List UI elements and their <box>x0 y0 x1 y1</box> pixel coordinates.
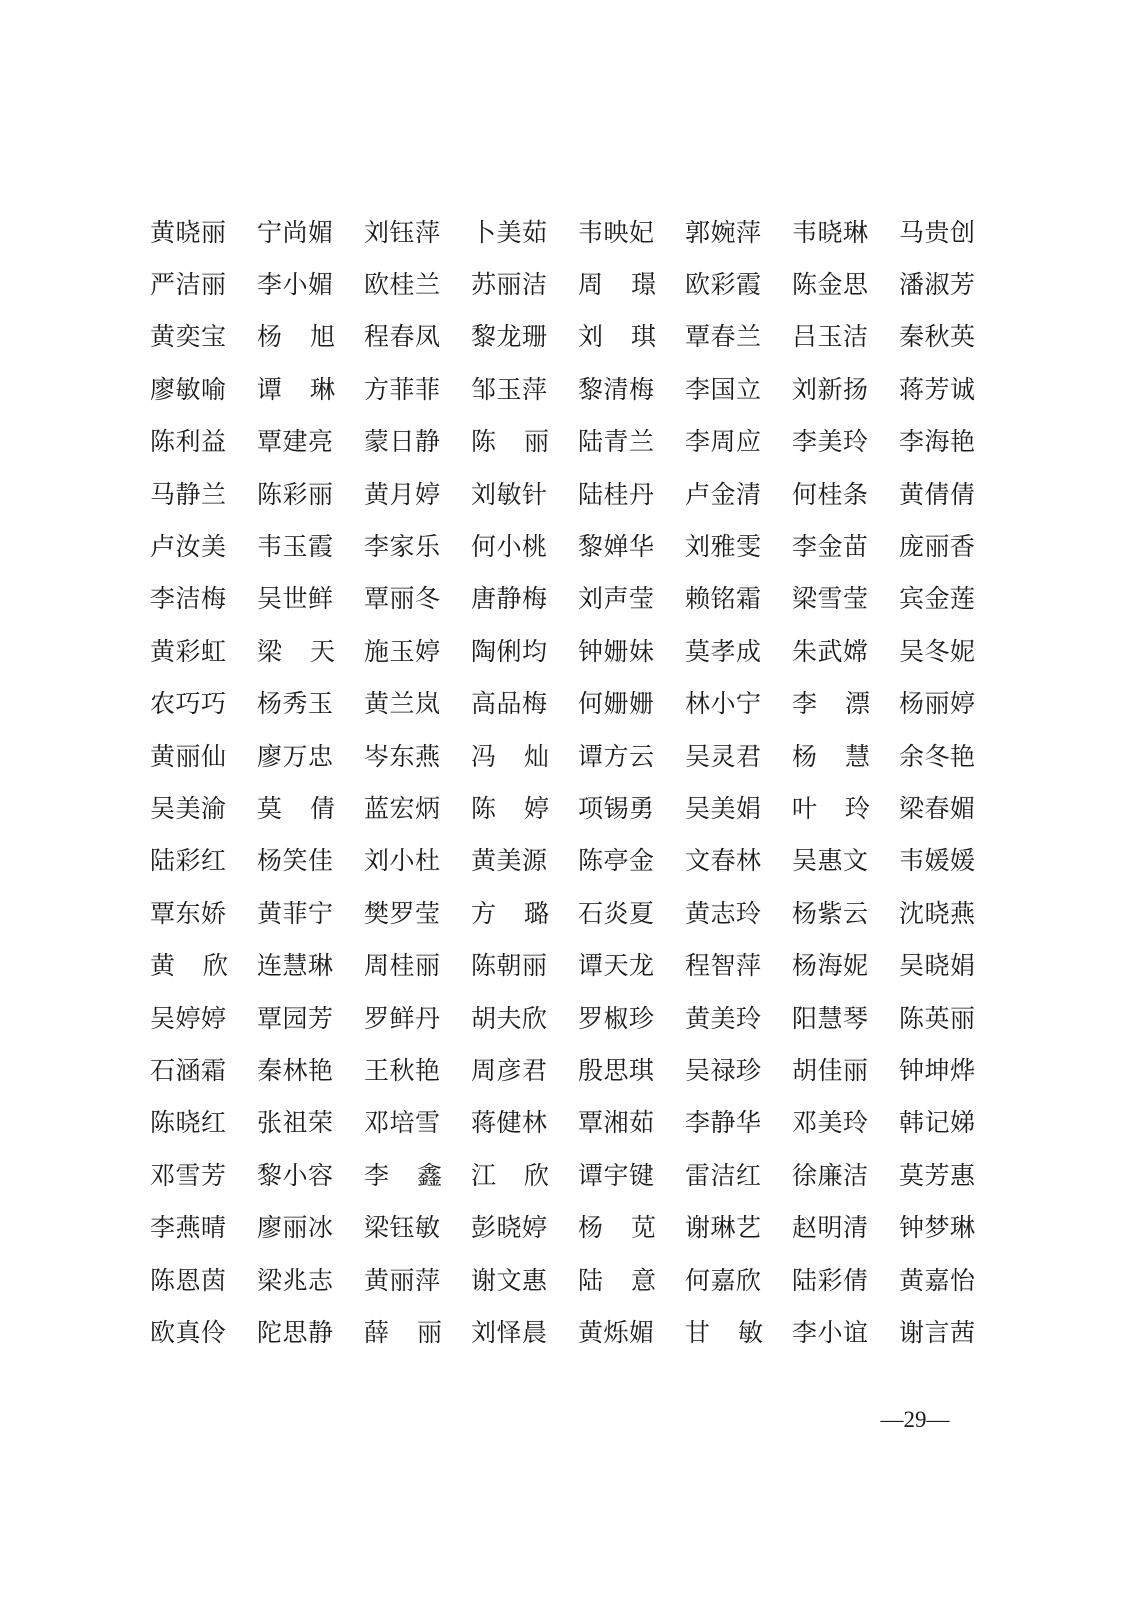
name-entry: 杨丽婷 <box>899 689 976 719</box>
name-entry: 余冬艳 <box>899 741 976 771</box>
name-entry: 马贵创 <box>899 217 976 247</box>
name-entry: 陈朝丽 <box>471 951 548 981</box>
name-entry: 杨紫云 <box>792 898 869 928</box>
name-entry: 沈晓燕 <box>899 898 976 928</box>
name-entry: 李 漂 <box>792 689 870 719</box>
name-entry: 赵明清 <box>792 1213 869 1243</box>
name-entry: 蒋芳诚 <box>899 374 976 404</box>
name-entry: 陆彩倩 <box>792 1265 869 1295</box>
name-entry: 何嘉欣 <box>685 1265 762 1295</box>
name-entry: 刘钰萍 <box>364 217 441 247</box>
name-entry: 宁尚媚 <box>257 217 334 247</box>
name-entry: 黄美玲 <box>685 1003 762 1033</box>
name-entry: 施玉婷 <box>364 636 441 666</box>
name-entry: 钟梦琳 <box>899 1213 976 1243</box>
name-entry: 黄倩倩 <box>899 479 976 509</box>
name-entry: 方菲菲 <box>364 374 441 404</box>
name-entry: 吴禄珍 <box>685 1055 762 1085</box>
name-entry: 刘 琪 <box>578 322 656 352</box>
name-entry: 谢文惠 <box>471 1265 548 1295</box>
name-entry: 廖敏喻 <box>150 374 227 404</box>
name-entry: 黄兰岚 <box>364 689 441 719</box>
name-entry: 邓美玲 <box>792 1108 869 1138</box>
name-entry: 刘怿晨 <box>471 1317 548 1347</box>
name-entry: 覃丽冬 <box>364 584 441 614</box>
name-entry: 蓝宏炳 <box>364 793 441 823</box>
name-entry: 张祖荣 <box>257 1108 334 1138</box>
name-entry: 项锡勇 <box>578 793 655 823</box>
name-entry: 莫芳惠 <box>899 1160 976 1190</box>
name-entry: 秦秋英 <box>899 322 976 352</box>
name-entry: 钟坤烨 <box>899 1055 976 1085</box>
name-entry: 黄丽萍 <box>364 1265 441 1295</box>
name-entry: 薛 丽 <box>364 1317 442 1347</box>
name-entry: 陆 意 <box>578 1265 656 1295</box>
name-entry: 邹玉萍 <box>471 374 548 404</box>
name-entry: 唐静梅 <box>471 584 548 614</box>
name-entry: 李洁梅 <box>150 584 227 614</box>
name-entry: 何桂条 <box>792 479 869 509</box>
name-entry: 吴冬妮 <box>899 636 976 666</box>
name-entry: 黎清梅 <box>578 374 655 404</box>
name-entry: 吕玉洁 <box>792 322 869 352</box>
name-entry: 韦媛媛 <box>899 846 976 876</box>
name-entry: 文春林 <box>685 846 762 876</box>
name-entry: 陈 婷 <box>471 793 549 823</box>
name-entry: 黎婵华 <box>578 532 655 562</box>
name-entry: 黄烁媚 <box>578 1317 655 1347</box>
name-entry: 蒙日静 <box>364 427 441 457</box>
name-entry: 杨海妮 <box>792 951 869 981</box>
name-entry: 邓培雪 <box>364 1108 441 1138</box>
name-entry: 冯 灿 <box>471 741 549 771</box>
name-entry: 周桂丽 <box>364 951 441 981</box>
name-entry: 覃园芳 <box>257 1003 334 1033</box>
name-entry: 卜美茹 <box>471 217 548 247</box>
name-entry: 李周应 <box>685 427 762 457</box>
name-entry: 陆青兰 <box>578 427 655 457</box>
name-entry: 陶俐均 <box>471 636 548 666</box>
name-entry: 陆彩红 <box>150 846 227 876</box>
name-entry: 何姗姗 <box>578 689 655 719</box>
name-entry: 宾金莲 <box>899 584 976 614</box>
name-entry: 邓雪芳 <box>150 1160 227 1190</box>
name-entry: 江 欣 <box>471 1160 549 1190</box>
name-entry: 莫 倩 <box>257 793 335 823</box>
name-entry: 陈恩茵 <box>150 1265 227 1295</box>
name-entry: 甘 敏 <box>685 1317 763 1347</box>
name-entry: 程春凤 <box>364 322 441 352</box>
page-number: —29— <box>880 1407 950 1432</box>
name-entry: 吴惠文 <box>792 846 869 876</box>
name-entry: 李 鑫 <box>364 1160 442 1190</box>
name-entry: 黎小容 <box>257 1160 334 1190</box>
name-entry: 韦晓琳 <box>792 217 869 247</box>
name-entry: 阳慧琴 <box>792 1003 869 1033</box>
name-entry: 罗椒珍 <box>578 1003 655 1033</box>
name-entry: 蒋健林 <box>471 1108 548 1138</box>
name-entry: 周彦君 <box>471 1055 548 1085</box>
name-entry: 覃建亮 <box>257 427 334 457</box>
name-entry: 陈利益 <box>150 427 227 457</box>
name-entry: 钟姗妹 <box>578 636 655 666</box>
name-entry: 谭 琳 <box>257 374 335 404</box>
name-entry: 刘敏针 <box>471 479 548 509</box>
name-list-grid <box>150 206 980 1359</box>
name-entry: 谭宇键 <box>578 1160 655 1190</box>
name-entry: 杨笑佳 <box>257 846 334 876</box>
name-entry: 黄奕宝 <box>150 322 227 352</box>
name-entry: 刘新扬 <box>792 374 869 404</box>
name-entry: 梁春媚 <box>899 793 976 823</box>
name-entry: 覃湘茹 <box>578 1108 655 1138</box>
name-entry: 赖铭霜 <box>685 584 762 614</box>
name-entry: 谢言茜 <box>899 1317 976 1347</box>
name-entry: 黄志玲 <box>685 898 762 928</box>
name-entry: 陈英丽 <box>899 1003 976 1033</box>
name-entry: 朱武嫦 <box>792 636 869 666</box>
name-entry: 陈金思 <box>792 270 869 300</box>
name-entry: 方 璐 <box>471 898 549 928</box>
name-entry: 欧真伶 <box>150 1317 227 1347</box>
name-entry: 陀思静 <box>257 1317 334 1347</box>
name-entry: 黄菲宁 <box>257 898 334 928</box>
name-entry: 陈晓红 <box>150 1108 227 1138</box>
name-entry: 黎龙珊 <box>471 322 548 352</box>
name-entry: 卢汝美 <box>150 532 227 562</box>
name-entry: 胡夫欣 <box>471 1003 548 1033</box>
name-entry: 黄嘉怡 <box>899 1265 976 1295</box>
name-entry: 卢金清 <box>685 479 762 509</box>
name-entry: 李家乐 <box>364 532 441 562</box>
name-entry: 韩记娣 <box>899 1108 976 1138</box>
name-entry: 吴美娟 <box>685 793 762 823</box>
name-entry: 岑东燕 <box>364 741 441 771</box>
name-entry: 陈 丽 <box>471 427 549 457</box>
name-entry: 陈彩丽 <box>257 479 334 509</box>
name-entry: 黄美源 <box>471 846 548 876</box>
name-entry: 李国立 <box>685 374 762 404</box>
name-entry: 李小媚 <box>257 270 334 300</box>
name-entry: 廖丽冰 <box>257 1213 334 1243</box>
name-entry: 高品梅 <box>471 689 548 719</box>
name-entry: 李燕晴 <box>150 1213 227 1243</box>
name-entry: 李小谊 <box>792 1317 869 1347</box>
name-entry: 刘雅雯 <box>685 532 762 562</box>
name-entry: 廖万忠 <box>257 741 334 771</box>
name-entry: 梁兆志 <box>257 1265 334 1295</box>
name-entry: 殷思琪 <box>578 1055 655 1085</box>
name-entry: 叶 玲 <box>792 793 870 823</box>
name-entry: 吴美渝 <box>150 793 227 823</box>
name-entry: 谭天龙 <box>578 951 655 981</box>
name-entry: 李金苗 <box>792 532 869 562</box>
name-entry: 秦林艳 <box>257 1055 334 1085</box>
name-entry: 樊罗莹 <box>364 898 441 928</box>
name-entry: 梁雪莹 <box>792 584 869 614</box>
name-entry: 严洁丽 <box>150 270 227 300</box>
name-entry: 黄月婷 <box>364 479 441 509</box>
name-entry: 杨 旭 <box>257 322 335 352</box>
name-entry: 庞丽香 <box>899 532 976 562</box>
name-entry: 吴世鲜 <box>257 584 334 614</box>
name-entry: 刘声莹 <box>578 584 655 614</box>
name-entry: 罗鲜丹 <box>364 1003 441 1033</box>
name-entry: 程智萍 <box>685 951 762 981</box>
name-entry: 何小桃 <box>471 532 548 562</box>
name-entry: 马静兰 <box>150 479 227 509</box>
name-entry: 刘小杜 <box>364 846 441 876</box>
name-entry: 吴晓娟 <box>899 951 976 981</box>
name-entry: 黄彩虹 <box>150 636 227 666</box>
name-entry: 杨 慧 <box>792 741 870 771</box>
name-entry: 李海艳 <box>899 427 976 457</box>
name-entry: 徐廉洁 <box>792 1160 869 1190</box>
name-entry: 雷洁红 <box>685 1160 762 1190</box>
name-entry: 黄晓丽 <box>150 217 227 247</box>
name-entry: 胡佳丽 <box>792 1055 869 1085</box>
name-entry: 王秋艳 <box>364 1055 441 1085</box>
name-entry: 杨 苋 <box>578 1213 656 1243</box>
name-entry: 林小宁 <box>685 689 762 719</box>
name-entry: 覃春兰 <box>685 322 762 352</box>
name-entry: 李静华 <box>685 1108 762 1138</box>
name-entry: 欧彩霞 <box>685 270 762 300</box>
name-entry: 连慧琳 <box>257 951 334 981</box>
name-entry: 石涵霜 <box>150 1055 227 1085</box>
name-entry: 彭晓婷 <box>471 1213 548 1243</box>
name-entry: 黄 欣 <box>150 951 228 981</box>
name-entry: 杨秀玉 <box>257 689 334 719</box>
name-entry: 周 璟 <box>578 270 656 300</box>
name-entry: 韦映妃 <box>578 217 655 247</box>
name-entry: 莫孝成 <box>685 636 762 666</box>
name-entry: 黄丽仙 <box>150 741 227 771</box>
name-entry: 谭方云 <box>578 741 655 771</box>
name-entry: 陈亭金 <box>578 846 655 876</box>
name-entry: 陆桂丹 <box>578 479 655 509</box>
name-entry: 石炎夏 <box>578 898 655 928</box>
name-entry: 农巧巧 <box>150 689 227 719</box>
name-entry: 潘淑芳 <box>899 270 976 300</box>
name-entry: 谢琳艺 <box>685 1213 762 1243</box>
name-entry: 吴灵君 <box>685 741 762 771</box>
name-entry: 吴婷婷 <box>150 1003 227 1033</box>
name-entry: 李美玲 <box>792 427 869 457</box>
name-entry: 苏丽洁 <box>471 270 548 300</box>
name-entry: 韦玉霞 <box>257 532 334 562</box>
name-entry: 郭婉萍 <box>685 217 762 247</box>
name-entry: 欧桂兰 <box>364 270 441 300</box>
name-entry: 梁钰敏 <box>364 1213 441 1243</box>
name-entry: 覃东娇 <box>150 898 227 928</box>
name-entry: 梁 天 <box>257 636 335 666</box>
